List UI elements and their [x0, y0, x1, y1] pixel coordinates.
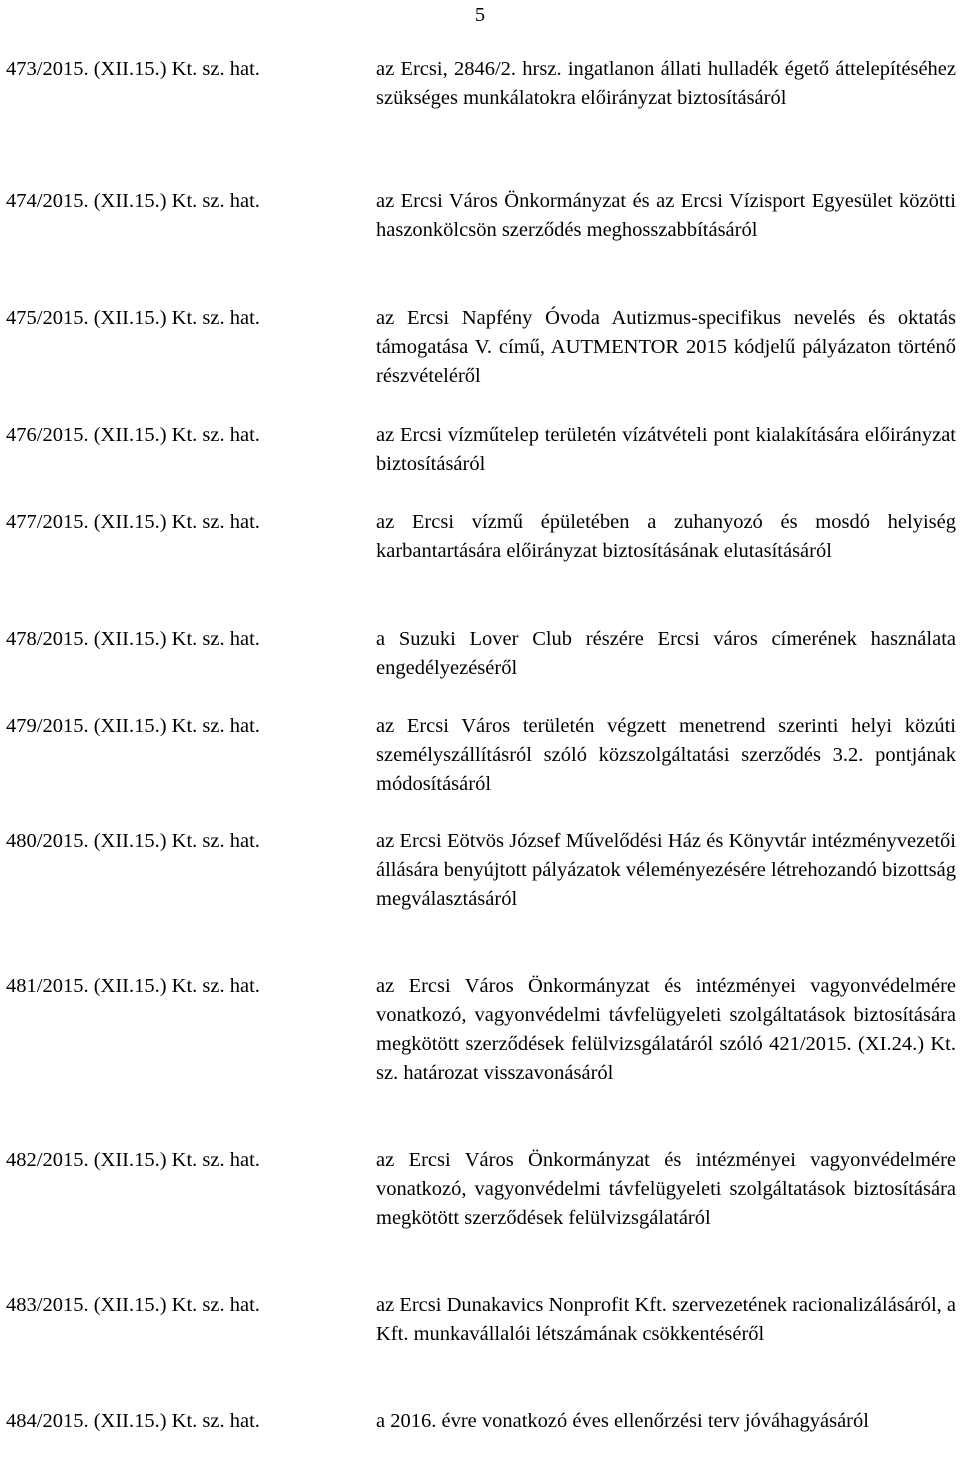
resolution-subject: az Ercsi Város Önkormányzat és intézményei vagyonvédelmére vonatkozó, vagyonvédelmi távfelügyeleti szolgáltatások biztosítására megkötött szerződések felülvizsgálatáról: [376, 1149, 956, 1229]
resolution-number: 480/2015. (XII.15.) Kt. sz. hat.: [6, 830, 260, 852]
resolution-subject: az Ercsi Város Önkormányzat és intézményei vagyonvédelmére vonatkozó, vagyonvédelmi távfelügyeleti szolgáltatások biztosítására megkötött szerződések felülvizsgálatáról szóló 421/2015. (XI.24.) Kt. sz. határozat visszavonásáról: [376, 975, 956, 1084]
resolution-subject: az Ercsi, 2846/2. hrsz. ingatlanon állati hulladék égető áttelepítéséhez szükséges munkálatokra előirányzat biztosításáról: [376, 58, 956, 109]
resolution-number: 483/2015. (XII.15.) Kt. sz. hat.: [6, 1294, 260, 1316]
resolution-subject: az Ercsi vízmű épületében a zuhanyozó és mosdó helyiség karbantartására előirányzat biztosításának elutasításáról: [376, 511, 956, 562]
resolution-subject: az Ercsi Napfény Óvoda Autizmus-specifikus nevelés és oktatás támogatása V. című, AUTMENTOR 2015 kódjelű pályázaton történő részvételéről: [376, 307, 956, 387]
page-number: 5: [474, 4, 486, 26]
resolution-number: 477/2015. (XII.15.) Kt. sz. hat.: [6, 511, 260, 533]
resolution-number: 475/2015. (XII.15.) Kt. sz. hat.: [6, 307, 260, 329]
resolution-number: 478/2015. (XII.15.) Kt. sz. hat.: [6, 628, 260, 650]
resolution-number: 484/2015. (XII.15.) Kt. sz. hat.: [6, 1410, 260, 1432]
resolution-number: 473/2015. (XII.15.) Kt. sz. hat.: [6, 58, 260, 80]
resolution-subject: a Suzuki Lover Club részére Ercsi város címerének használata engedélyezéséről: [376, 628, 956, 679]
resolution-number: 479/2015. (XII.15.) Kt. sz. hat.: [6, 715, 260, 737]
resolution-subject: az Ercsi vízműtelep területén vízátvételi pont kialakítására előirányzat biztosításáról: [376, 424, 956, 475]
resolution-number: 481/2015. (XII.15.) Kt. sz. hat.: [6, 975, 260, 997]
resolution-subject: a 2016. évre vonatkozó éves ellenőrzési terv jóváhagyásáról: [376, 1410, 869, 1432]
resolution-subject: az Ercsi Eötvös József Művelődési Ház és Könyvtár intézményvezetői állására benyújtott pályázatok véleményezésére létrehozandó bizottság megválasztásáról: [376, 830, 956, 910]
resolution-subject: az Ercsi Város területén végzett menetrend szerinti helyi közúti személyszállításról szóló közszolgáltatási szerződés 3.2. pontjának módosításáról: [376, 715, 956, 795]
resolution-number: 482/2015. (XII.15.) Kt. sz. hat.: [6, 1149, 260, 1171]
resolution-subject: az Ercsi Város Önkormányzat és az Ercsi Vízisport Egyesület közötti haszonkölcsön szerződés meghosszabbításáról: [376, 190, 956, 241]
resolution-number: 474/2015. (XII.15.) Kt. sz. hat.: [6, 190, 260, 212]
resolution-number: 476/2015. (XII.15.) Kt. sz. hat.: [6, 424, 260, 446]
resolution-subject: az Ercsi Dunakavics Nonprofit Kft. szervezetének racionalizálásáról, a Kft. munkavállalói létszámának csökkentéséről: [376, 1294, 956, 1345]
